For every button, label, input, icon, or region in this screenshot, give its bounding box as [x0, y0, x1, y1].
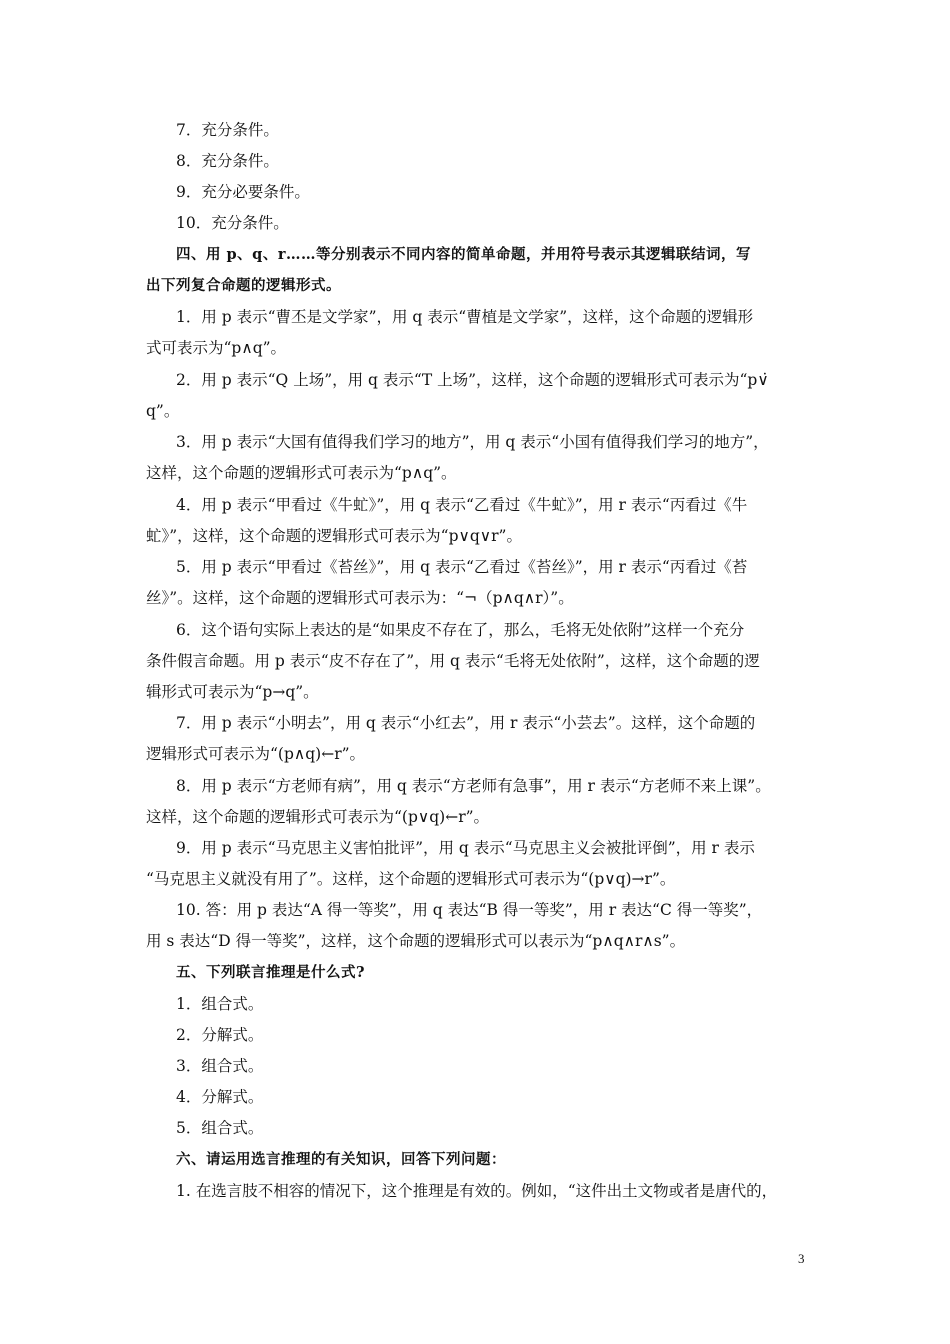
s4-answer-10-line2: 用 s 表达“D 得一等奖”，这样，这个命题的逻辑形式可以表示为“p∧q∧r∧s”。	[146, 932, 686, 950]
section-heading-4: 四、用 p、q、r……等分别表示不同内容的简单命题，并用符号表示其逻辑联结词，写	[176, 246, 751, 263]
answer-item-10: 10．充分条件。	[176, 214, 289, 232]
s4-answer-6-line2: 条件假言命题。用 p 表示“皮不存在了”，用 q 表示“毛将无处依附”，这样，这个命题的逻	[146, 652, 760, 670]
s4-answer-1-line1: 1．用 p 表示“曹丕是文学家”，用 q 表示“曹植是文学家”，这样，这个命题的逻辑形	[176, 308, 754, 326]
section-heading-5: 五、下列联言推理是什么式?	[176, 964, 365, 981]
s4-answer-9-line2: “马克思主义就没有用了”。这样，这个命题的逻辑形式可表示为“(p∨q)→r”。	[146, 870, 676, 888]
s5-answer-5: 5．组合式。	[176, 1119, 264, 1137]
s4-answer-4-line2: 虻》”，这样，这个命题的逻辑形式可表示为“p∨q∨r”。	[146, 527, 522, 545]
s4-answer-3-line2: 这样，这个命题的逻辑形式可表示为“p∧q”。	[146, 464, 457, 482]
answer-item-8: 8．充分条件。	[176, 152, 279, 170]
answer-item-7: 7．充分条件。	[176, 121, 279, 139]
s4-answer-6-line1: 6．这个语句实际上表达的是“如果皮不存在了，那么，毛将无处依附”这样一个充分	[176, 621, 745, 639]
s4-answer-3-line1: 3．用 p 表示“大国有值得我们学习的地方”，用 q 表示“小国有值得我们学习的地方”，	[176, 433, 769, 451]
s4-answer-5-line1: 5．用 p 表示“甲看过《苔丝》”，用 q 表示“乙看过《苔丝》”，用 r 表示“丙看过《苔	[176, 558, 748, 576]
s4-answer-2-line1: 2．用 p 表示“Q 上场”，用 q 表示“T 上场”，这样，这个命题的逻辑形式可表示为“p∨̇	[176, 371, 769, 389]
s4-answer-5-line2: 丝》”。这样，这个命题的逻辑形式可表示为：“¬（p∧q∧r）”。	[146, 589, 574, 607]
s6-answer-1-line1: 1. 在选言肢不相容的情况下，这个推理是有效的。例如，“这件出土文物或者是唐代的，	[176, 1182, 778, 1200]
s5-answer-4: 4．分解式。	[176, 1088, 264, 1106]
s4-answer-2-line2: q”。	[146, 402, 180, 420]
s4-answer-8-line2: 这样，这个命题的逻辑形式可表示为“(p∨q)←r”。	[146, 808, 490, 826]
s4-answer-7-line2: 逻辑形式可表示为“(p∧q)←r”。	[146, 745, 366, 763]
s4-answer-7-line1: 7．用 p 表示“小明去”，用 q 表示“小红去”，用 r 表示“小芸去”。这样，这个命题的	[176, 714, 756, 732]
s5-answer-3: 3．组合式。	[176, 1057, 264, 1075]
s4-answer-9-line1: 9．用 p 表示“马克思主义害怕批评”，用 q 表示“马克思主义会被批评倒”，用 r 表示	[176, 839, 755, 857]
s5-answer-1: 1．组合式。	[176, 995, 264, 1013]
s5-answer-2: 2．分解式。	[176, 1026, 264, 1044]
s4-answer-6-line3: 辑形式可表示为“p→q”。	[146, 683, 319, 701]
s4-answer-10-line1: 10. 答：用 p 表达“A 得一等奖”，用 q 表达“B 得一等奖”，用 r 表达“C 得一等奖”，	[176, 901, 763, 919]
section-heading-6: 六、请运用选言推理的有关知识，回答下列问题：	[176, 1151, 506, 1168]
section-heading-4-cont: 出下列复合命题的逻辑形式。	[146, 277, 341, 294]
answer-item-9: 9．充分必要条件。	[176, 183, 310, 201]
s4-answer-4-line1: 4．用 p 表示“甲看过《牛虻》”，用 q 表示“乙看过《牛虻》”，用 r 表示“丙看过《牛	[176, 496, 748, 514]
s4-answer-8-line1: 8．用 p 表示“方老师有病”，用 q 表示“方老师有急事”，用 r 表示“方老师不来上课”。	[176, 777, 771, 795]
page-number: 3	[798, 1251, 805, 1266]
s4-answer-1-line2: 式可表示为“p∧q”。	[146, 339, 287, 357]
